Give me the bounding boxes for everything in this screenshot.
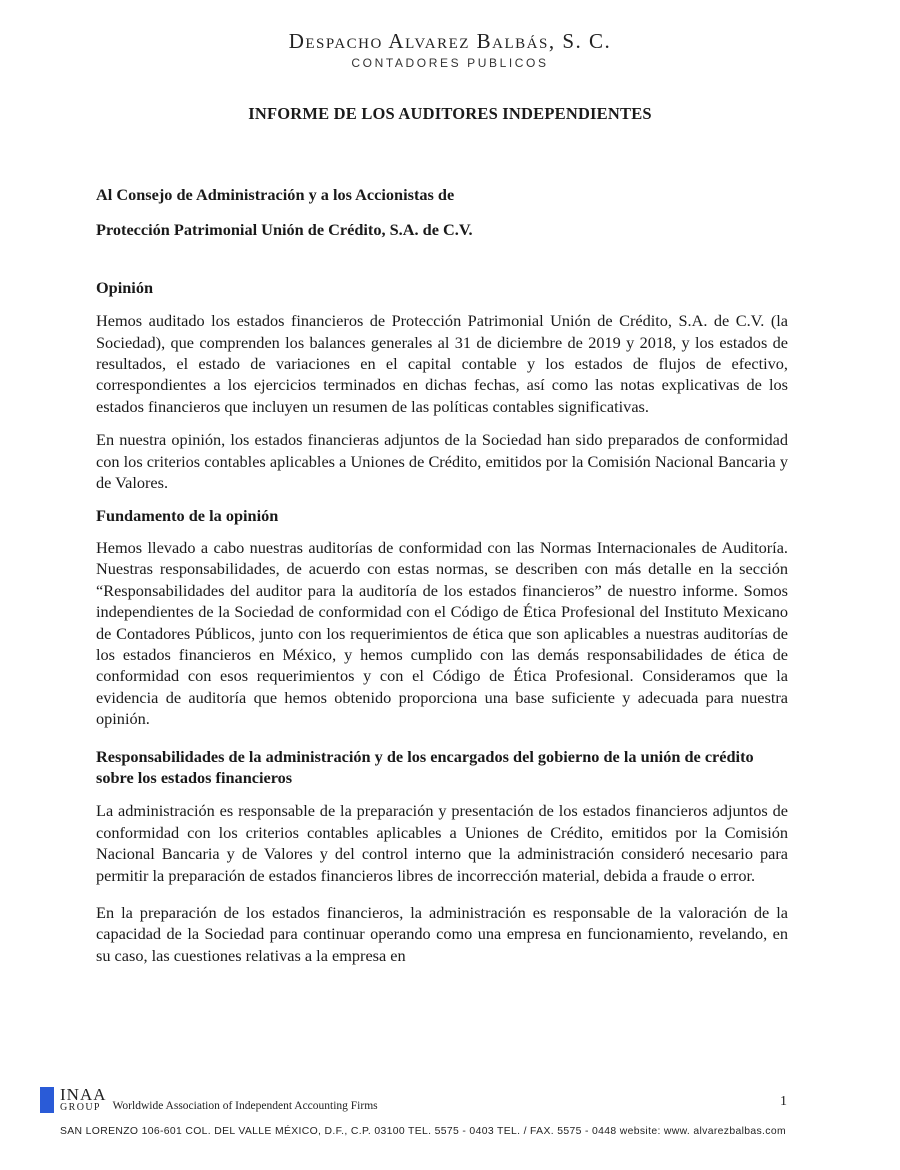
inaa-logo [40,1087,378,1113]
page-number: 1 [780,1094,787,1109]
responsibilities-paragraph-2: En la preparación de los estados financieros, la administración es responsable de la valoración de la capacidad de la Sociedad para continuar operando como una empresa en funcionamiento, revelando, en su caso, las cuestiones relativas a la empresa en [96,902,788,965]
responsibilities-heading: Responsabilidades de la administración y de los encargados del gobierno de la unión de crédito sobre los estados financieros [96,746,754,787]
opinion-heading: Opinión [96,277,154,297]
responsibilities-paragraph-1: La administración es responsable de la preparación y presentación de los estados financieros adjuntos de conformidad con los criterios contables aplicables a Uniones de Crédito, emitidos por la Comisión Nacional Bancaria y de Valores y del control interno que la administración consideró necesario para permitir la preparación de estados financieros libres de incorrección material, debida a fraude o error. [96,801,788,885]
report-title: INFORME DE LOS AUDITORES INDEPENDIENTES [248,104,652,123]
opinion-paragraph-1: Hemos auditado los estados financieros de Protección Patrimonial Unión de Crédito, S.A. de C.V. (la Sociedad), que comprenden los balances generales al 31 de diciembre de 2019 y 2018, y los estados de resultados, el estado de variaciones en el capital contable y los estados de flujos de efectivo, correspondientes a los ejercicios terminados en dichas fechas, así como las notas explicativas de los estados financieros que incluyen un resumen de las políticas contables significativas. [96,311,788,416]
logo-group-text: GROUP [60,1102,101,1113]
report-body [96,184,788,978]
letterhead [0,28,900,70]
firm-name: Despacho Alvarez Balbás, S. C. [288,29,612,53]
footer-address: SAN LORENZO 106-601 COL. DEL VALLE MÉXICO, D.F., C.P. 03100 TEL. 5575 - 0403 TEL. / FAX. 5575 - 0448 website: www. alvarezbalbas.com [60,1126,786,1137]
addressee-line-2: Protección Patrimonial Unión de Crédito, S.A. de C.V. [96,220,473,240]
inaa-logo-mark [40,1087,54,1113]
firm-subtitle: CONTADORES PUBLICOS [351,56,549,70]
addressee-line-1: Al Consejo de Administración y a los Accionistas de [96,185,455,204]
opinion-paragraph-2: En nuestra opinión, los estados financieras adjuntos de la Sociedad han sido preparados de conformidad con los criterios contables aplicables a Uniones de Crédito, emitidos por la Comisión Nacional Bancaria y de Valores. [96,430,788,493]
logo-tagline: Worldwide Association of Independent Accounting Firms [112,1100,378,1112]
basis-heading: Fundamento de la opinión [96,506,279,526]
logo-inaa-text: INAA [60,1085,107,1104]
basis-paragraph-1: Hemos llevado a cabo nuestras auditorías de conformidad con las Normas Internacionales de Auditoría. Nuestras responsabilidades, de acuerdo con estas normas, se describen con más detalle en la sección “Responsabilidades del auditor para la auditoría de los estados financieros” de nuestro informe. Somos independientes de la Sociedad de conformidad con el Código de Ética Profesional del Instituto Mexicano de Contadores Públicos, junto con los requerimientos de ética que son aplicables a nuestras auditorías de los estados financieros en México, y hemos cumplido con las demás responsabilidades de ética de conformidad con esos requerimientos y con el Código de Ética Profesional. Consideramos que la evidencia de auditoría que hemos obtenido proporciona una base suficiente y adecuada para nuestra opinión. [96,537,788,729]
